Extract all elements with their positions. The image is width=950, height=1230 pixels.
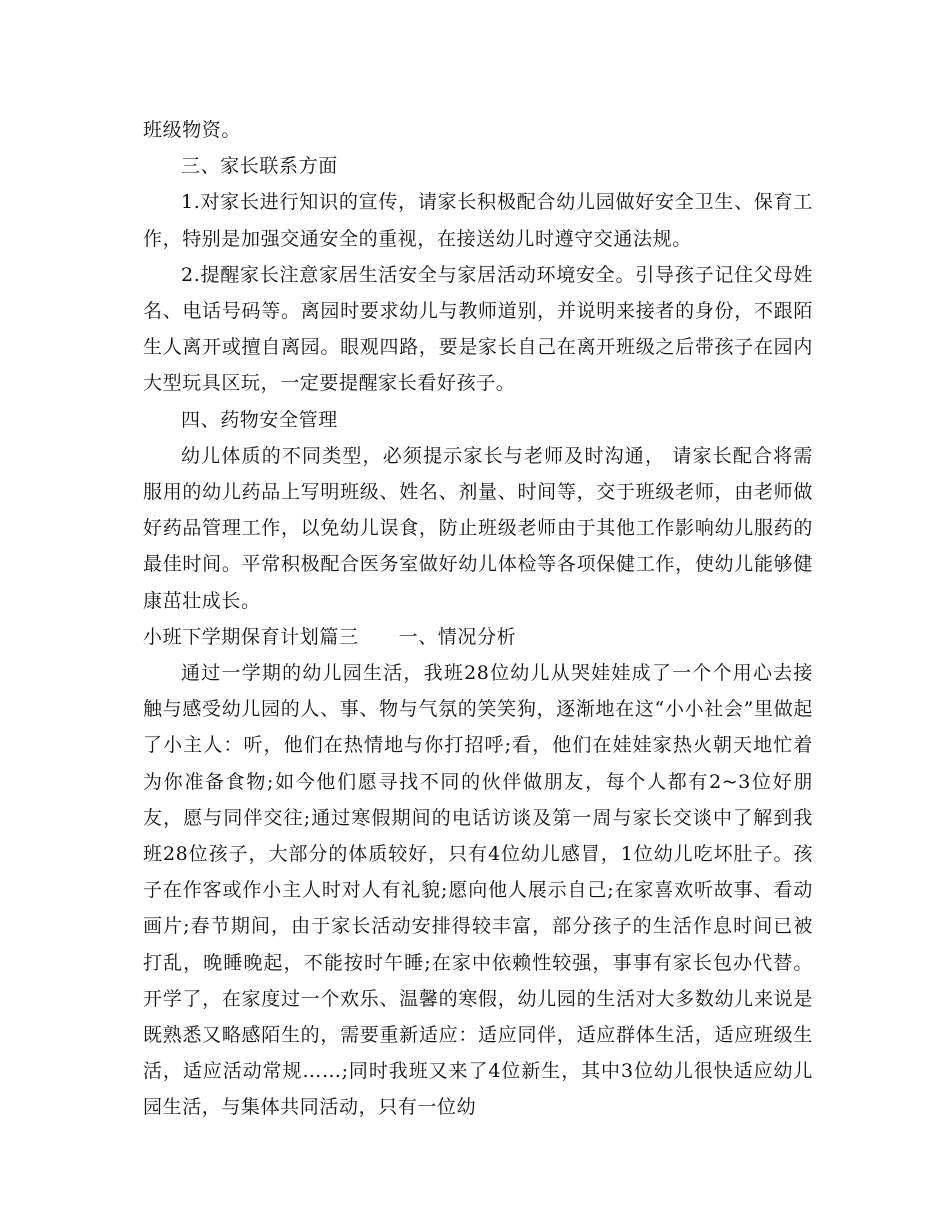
article-title: 小班下学期保育计划篇三 (143, 625, 359, 648)
paragraph-medicine-safety: 幼儿体质的不同类型，必须提示家长与老师及时沟通， 请家长配合将需服用的幼儿药品上写明班级、姓名、剂量、时间等，交于班级老师，由老师做好药品管理工作，以免幼儿误食，防止班级老师由于其他工作影响幼儿服药的最佳时间。平常积极配合医务室做好幼儿体检等各项保健工作，使幼儿能够健康茁壮成长。 (143, 444, 813, 612)
paragraph-parent-contact-2: 2.提醒家长注意家居生活安全与家居活动环境安全。引导孩子记住父母姓名、电话号码等。离园时要求幼儿与教师道别，并说明来接者的身份，不跟陌生人离开或擅自离园。眼观四路，要是家长自己在离开班级之后带孩子在园内大型玩具区玩，一定要提醒家长看好孩子。 (143, 263, 813, 395)
section-heading-parent-contact: 三、家长联系方面 (181, 155, 338, 178)
paragraph-continuation: 班级物资。 (143, 119, 242, 141)
paragraph-parent-contact-1: 1.对家长进行知识的宣传，请家长积极配合幼儿园做好安全卫生、保育工作，特别是加强交通安全的重视，在接送幼儿时遵守交通法规。 (143, 191, 813, 250)
section-heading-medicine-safety: 四、药物安全管理 (181, 408, 338, 431)
section-heading-situation-analysis: 一、情况分析 (398, 625, 517, 648)
paragraph-situation-analysis: 通过一学期的幼儿园生活，我班28位幼儿从哭娃娃成了一个个用心去接触与感受幼儿园的人、事、物与气氛的笑笑狗，逐渐地在这“小小社会”里做起了小主人：听，他们在热情地与你打招呼;看，他们在娃娃家热火朝天地忙着为你准备食物;如今他们愿寻找不同的伙伴做朋友，每个人都有2~3位好朋友，愿与同伴交往;通过寒假期间的电话访谈及第一周与家长交谈中了解到我班28位孩子，大部分的体质较好，只有4位幼儿感冒，1位幼儿吃坏肚子。孩子在作客或作小主人时对人有礼貌;愿向他人展示自己;在家喜欢听故事、看动画片;春节期间，由于家长活动安排得较丰富，部分孩子的生活作息时间已被打乱，晚睡晚起，不能按时午睡;在家中依赖性较强，事事有家长包办代替。开学了，在家度过一个欢乐、温馨的寒假，幼儿园的生活对大多数幼儿来说是既熟悉又略感陌生的，需要重新适应：适应同伴，适应群体生活，适应班级生活，适应活动常规……;同时我班又来了4位新生，其中3位幼儿很快适应幼儿园生活，与集体共同活动，只有一位幼 (143, 662, 813, 1119)
article-title-line (143, 619, 813, 655)
document-body (143, 112, 813, 1126)
